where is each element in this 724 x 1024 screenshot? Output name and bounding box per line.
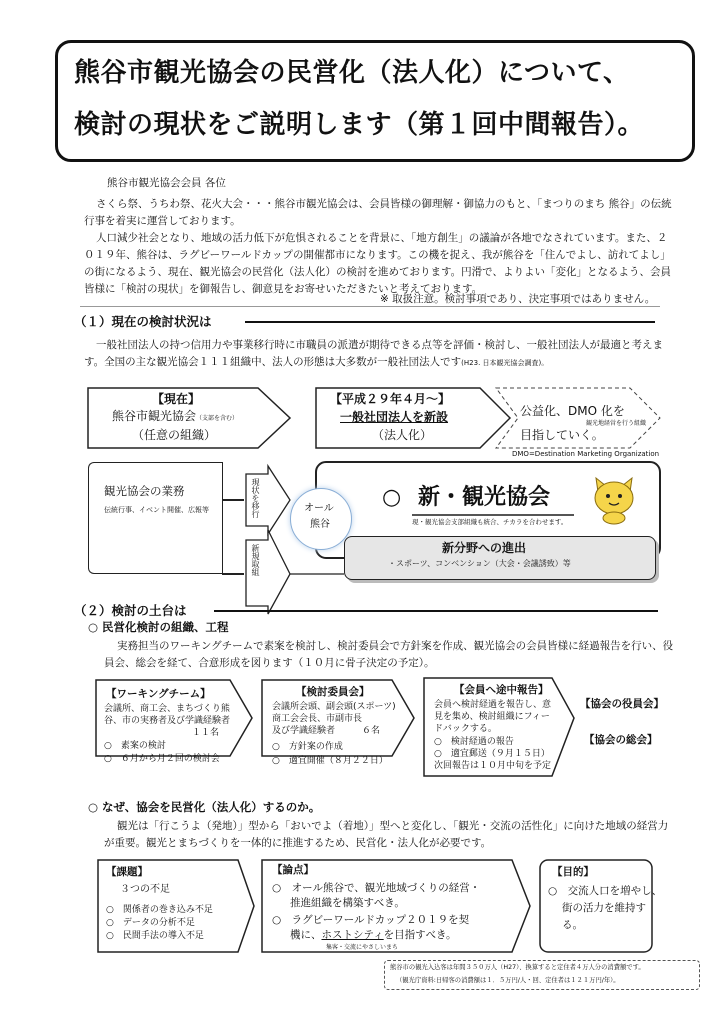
section1-heading: （１）現在の検討状況は <box>74 314 212 329</box>
arrow-new-label: 新規取組 <box>251 544 260 576</box>
work-detail: 伝統行事、イベント開催、広報等 <box>104 506 209 514</box>
notice: ※ 取扱注意。検討事項であり、決定事項ではありません。 <box>380 293 656 305</box>
cm-b1: ○ 方針案の作成 <box>272 742 343 752</box>
rp-b1: ○ 検討経過の報告 <box>434 737 514 747</box>
point-note: 集客・交流にやさしいまち <box>326 944 399 951</box>
new-assoc-circle: ○ <box>382 485 402 510</box>
cm-l3: 及び学識経験者 ６名 <box>272 726 381 736</box>
current-type: （任意の組織） <box>132 428 217 442</box>
point-b1: ○ ラグビーワールドカップ２０１９を契 <box>272 914 470 926</box>
section1-p1: 一般社団法人の持つ信用力や事業移行時に市職員の派遣が期待できる点等を評価・検討し、一般社団法人が最適と考えま <box>96 339 663 351</box>
issue-b1: ○ 関係者の巻き込み不足 <box>106 905 213 915</box>
section2-heading: （２）検討の土台は <box>74 603 187 618</box>
wt-b1: ○ 素案の検討 <box>104 741 166 751</box>
arrow-migrate-label: 現状を移行 <box>251 478 260 518</box>
current-tag: 【現在】 <box>152 392 201 406</box>
sub2-p2: が重要。観光とまちづくりを一体的に推進するため、民営化・法人化が必要です。 <box>104 837 492 849</box>
goal-line2: 目指していく。 <box>520 428 604 442</box>
wt-l3: １１名 <box>192 728 220 738</box>
goal-dmo-note: 観光地経営を行う組織 <box>586 420 647 427</box>
intro-p1b: 行事を着実に運営しております。 <box>84 215 241 227</box>
point-b2: 機に、ホストシティを目指すべき。 <box>290 929 457 941</box>
intro-p1a: さくら祭、うちわ祭、花火大会・・・熊谷市観光協会は、会員皆様の御理解・御協力のもと、「まつりのまち 熊谷」の伝統 <box>96 198 672 210</box>
point-a1: ○ オール熊谷で、観光地域づくりの経営・ <box>272 882 481 894</box>
new-field-detail: ・スポーツ、コンベンション（大会・会議誘致）等 <box>388 559 571 568</box>
cm-l1: 会議所会頭、副会頭(スポーツ) <box>272 702 396 712</box>
sub1-p2: 員会、総会を経て、合意形成を図ります（１０月に骨子決定の予定）。 <box>104 657 435 669</box>
goal-title: 【目的】 <box>552 866 594 878</box>
rp-l1: 会員へ検討経過を報告し、意 <box>434 700 552 710</box>
rp-b2: ○ 適宜郵送（９月１５日） <box>434 749 550 759</box>
future-type: （法人化） <box>372 428 433 442</box>
title-line-1: 熊谷市観光協会の民営化（法人化）について、 <box>74 58 630 88</box>
goal-line1: 公益化、DMO 化を <box>520 404 625 418</box>
current-name: 熊谷市観光協会（支部を含む） <box>112 409 239 423</box>
rp-title: 【会員へ途中報告】 <box>454 684 549 696</box>
future-tag: 【平成２９年４月～】 <box>330 392 451 406</box>
title-line-2: 検討の現状をご説明します（第１回中間報告）。 <box>74 110 645 140</box>
board-label: 【協会の役員会】 <box>580 698 664 710</box>
issue-b3: ○ 民間手法の導入不足 <box>106 931 204 941</box>
sub2-p1: 観光は「行こうよ（発地）」型から「おいでよ（着地）」型へと変化し、「観光・交流の活性化」に向けた地域の経営力 <box>117 820 669 832</box>
issue-b2: ○ データの分析不足 <box>106 918 195 928</box>
dmo-definition: DMO=Destination Marketing Organization <box>512 450 660 458</box>
wt-b2: ○ ６月から月２回の検討会 <box>104 754 220 764</box>
point-a2: 推進組織を構築すべき。 <box>290 897 405 909</box>
intro-p2b: ０１９年、熊谷は、ラグビーワールドカップの開催都市になります。この機を捉え、我が熊谷を「住んでよし、訪れてよし」 <box>84 249 671 261</box>
all-kumagaya-line1: オール <box>304 503 334 514</box>
wt-l2: 谷、市の実務者及び学識経験者 <box>104 716 231 726</box>
issue-title: 【課題】 <box>106 866 148 878</box>
goal-l2: 街の活力を維持す <box>562 902 646 914</box>
rp-l3: ドバックする。 <box>434 724 497 734</box>
issue-sub: ３つの不足 <box>120 884 170 895</box>
goal-l3: る。 <box>562 919 583 931</box>
rp-b3: 次回報告は１０月中旬を予定 <box>434 761 552 771</box>
new-field-title: 新分野への進出 <box>442 541 527 555</box>
new-assoc-note: 現・観光協会支部組織も統合、チカラを合わせます。 <box>412 518 568 526</box>
wt-l1: 会議所、商工会、まちづくり熊 <box>104 704 230 714</box>
rp-l2: 見を集め、検討組織にフィー <box>434 712 550 722</box>
cm-l2: 商工会会長、市副市長 <box>272 714 363 724</box>
sub1-p1: 実務担当のワーキングチームで素案を検討し、検討委員会で方針案を作成、観光協会の会員皆様に経過報告を行い、役 <box>117 640 674 652</box>
footnote-l2: （観光庁資料:日帰客の消費額は１．５万円/人・回、定住者は１２１万円/年）。 <box>396 977 620 984</box>
wt-title: 【ワーキングチーム】 <box>106 688 211 700</box>
greeting: 熊谷市観光協会会員 各位 <box>107 177 226 189</box>
cm-title: 【検討委員会】 <box>296 686 370 698</box>
intro-p2d: 皆様に「検討の現状」を御報告し、御意見をお寄せいただきたいと考えております。 <box>84 283 483 295</box>
intro-p2c: の街になるよう、現在、観光協会の民営化（法人化）の検討を進めております。円滑で、よりよい「変化」となるよう、会員 <box>84 266 671 278</box>
future-name: 一般社団法人を新設 <box>340 410 449 424</box>
new-assoc-name: 新・観光協会 <box>418 485 551 510</box>
all-kumagaya-line2: 熊谷 <box>310 519 330 530</box>
intro-p2a: 人口減少社会となり、地域の活力低下が危惧されることを背景に、「地方創生」の議論が各地でなされています。また、２ <box>96 232 668 244</box>
sub2-heading: ○ なぜ、協会を民営化（法人化）するのか。 <box>88 800 321 814</box>
work-title: 観光協会の業務 <box>104 484 185 498</box>
section1-p2: す。全国の主な観光協会１１１組織中、法人の形態は大多数が一般社団法人です(H23. 日本観光協会調査)。 <box>84 356 549 368</box>
general-label: 【協会の総会】 <box>584 734 658 746</box>
footnote-l1: 熊谷市の観光入込客は年間３５０万人（H27）、換算すると定住者４万人分の消費額です。 <box>390 964 645 971</box>
sub1-heading: ○ 民営化検討の組織、工程 <box>88 620 229 634</box>
point-title: 【論点】 <box>272 864 314 876</box>
goal-l1: ○ 交流人口を増やし、 <box>548 885 663 897</box>
cm-b2: ○ 適宜開催（８月２２日） <box>272 756 388 766</box>
